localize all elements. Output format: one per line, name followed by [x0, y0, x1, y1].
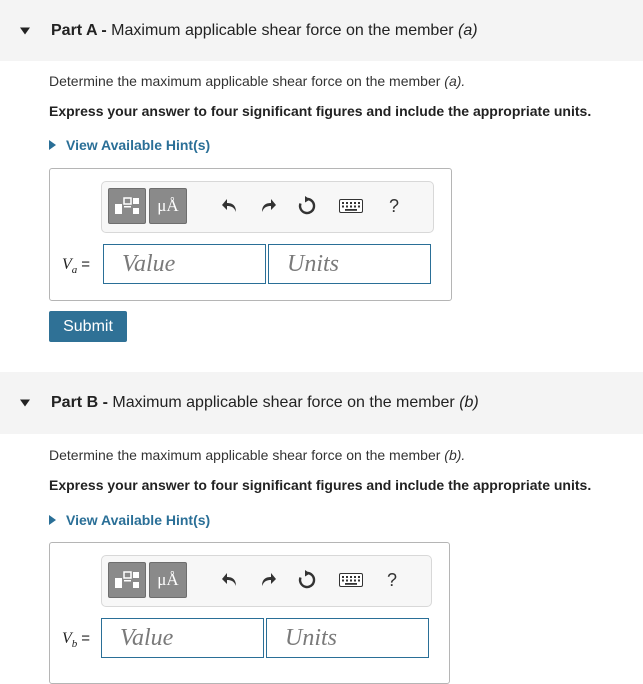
units-button[interactable]: μÅ [149, 562, 187, 598]
part-b-prompt [49, 447, 465, 463]
part-a-answer-box [49, 168, 452, 301]
undo-icon[interactable] [216, 192, 244, 220]
part-a-value-input[interactable]: Value [103, 244, 266, 284]
part-a-instruction: Express your answer to four significant figures and include the appropriate units. [49, 103, 592, 119]
part-b-instruction: Express your answer to four significant figures and include the appropriate units. [49, 477, 592, 493]
keyboard-icon[interactable] [335, 566, 367, 594]
part-b-title [51, 394, 479, 412]
part-a-hint-label: View Available Hint(s) [66, 137, 211, 153]
redo-icon[interactable] [254, 192, 282, 220]
part-b-answer-box [49, 542, 450, 684]
variable-symbol: V [62, 630, 72, 647]
part-b-value-input[interactable]: Value [101, 618, 264, 658]
part-a-title-text: Maximum applicable shear force on the member [111, 21, 454, 39]
reset-icon[interactable] [293, 566, 321, 594]
submit-button[interactable]: Submit [49, 311, 127, 342]
part-b-title-text: Maximum applicable shear force on the member [112, 394, 455, 411]
part-b-units-input[interactable]: Units [266, 618, 429, 658]
part-b-member: (b) [459, 394, 479, 411]
redo-icon[interactable] [254, 566, 282, 594]
variable-symbol: V [62, 256, 72, 273]
part-a-hint-link[interactable] [49, 137, 210, 153]
collapse-toggle-icon[interactable] [20, 27, 30, 34]
reset-icon[interactable] [293, 192, 321, 220]
templates-button[interactable] [108, 562, 146, 598]
help-icon[interactable]: ? [386, 569, 397, 590]
templates-icon [113, 195, 141, 217]
equals-sign: = [81, 256, 91, 273]
part-b-prompt-member: (b). [444, 447, 466, 463]
part-b-variable-label [62, 630, 90, 650]
part-a-label: Part A - [51, 21, 107, 39]
expand-triangle-icon [49, 515, 56, 525]
part-a-prompt [49, 73, 465, 89]
part-b-math-toolbar [101, 555, 432, 607]
keyboard-icon[interactable] [335, 192, 367, 220]
part-a-title [51, 22, 478, 40]
help-icon[interactable]: ? [388, 195, 399, 216]
part-a-variable-label [62, 256, 90, 276]
variable-subscript: b [71, 638, 78, 651]
part-a-prompt-member: (a). [444, 73, 466, 89]
part-a-units-input[interactable]: Units [268, 244, 431, 284]
expand-triangle-icon [49, 140, 56, 150]
part-b-hint-link[interactable] [49, 512, 210, 528]
part-a-math-toolbar [101, 181, 434, 233]
part-b-label: Part B - [51, 394, 108, 411]
part-a-toolbar-buttons [108, 188, 190, 224]
templates-button[interactable] [108, 188, 146, 224]
collapse-toggle-icon[interactable] [20, 400, 30, 407]
part-b-header[interactable] [0, 372, 643, 434]
equals-sign: = [81, 630, 91, 647]
part-a-member: (a) [458, 21, 478, 39]
templates-icon [113, 569, 141, 591]
part-a-header[interactable] [0, 0, 643, 61]
variable-subscript: a [71, 264, 78, 277]
units-button[interactable]: μÅ [149, 188, 187, 224]
part-b-toolbar-buttons [108, 562, 190, 598]
part-b-prompt-text: Determine the maximum applicable shear force on the member [49, 447, 441, 463]
undo-icon[interactable] [216, 566, 244, 594]
part-a-prompt-text: Determine the maximum applicable shear force on the member [49, 73, 441, 89]
part-b-hint-label: View Available Hint(s) [66, 512, 211, 528]
